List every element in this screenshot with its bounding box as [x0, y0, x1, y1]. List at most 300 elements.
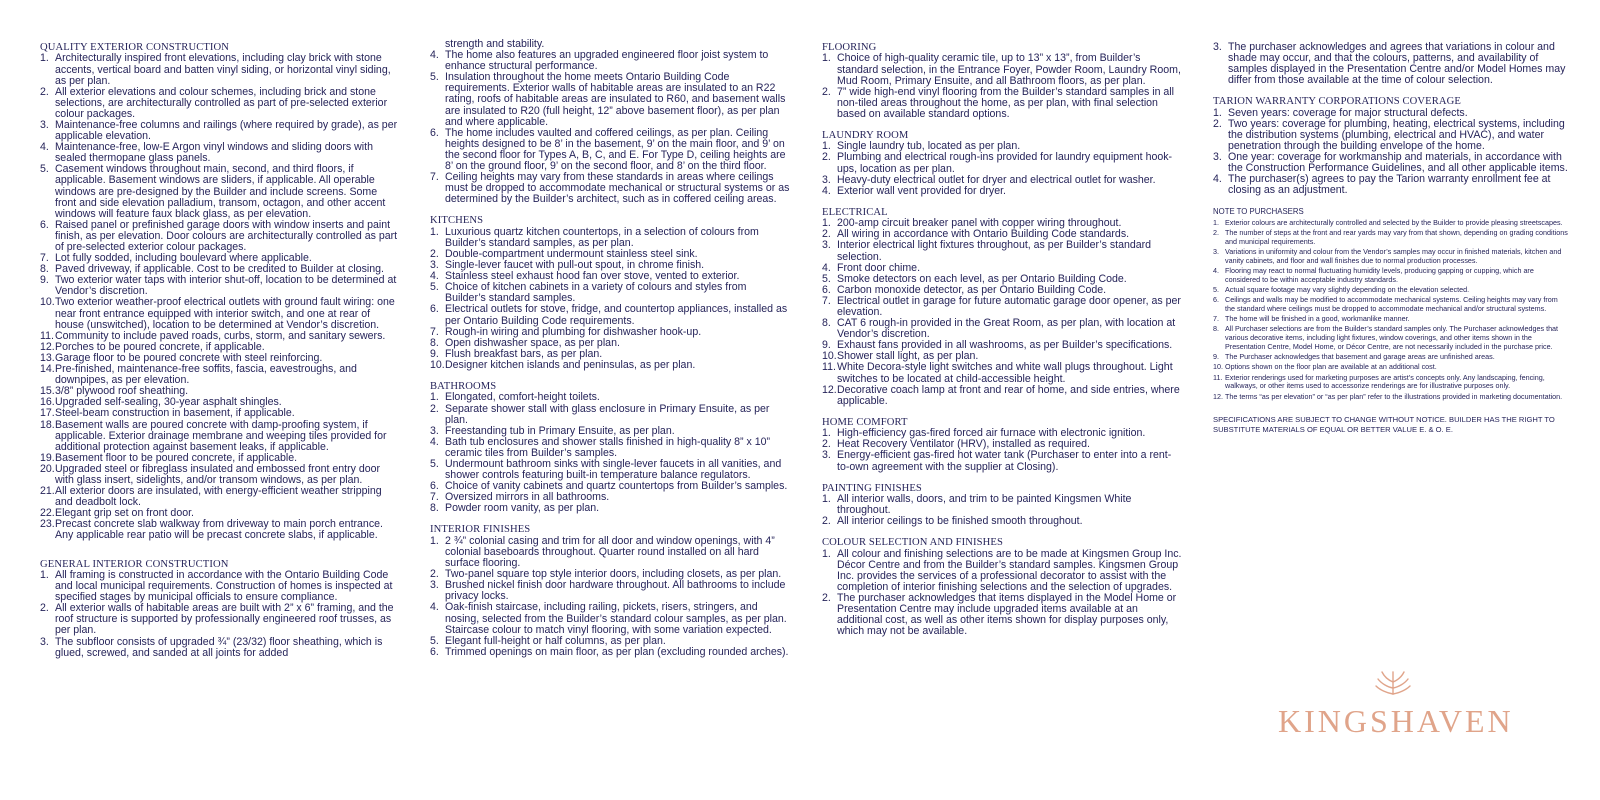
- item-number: 4.: [822, 184, 831, 197]
- list-item: [822, 593, 1182, 637]
- item-number: 9.: [430, 347, 439, 360]
- item-text: Exterior wall vent provided for dryer.: [837, 184, 1006, 197]
- item-number: 1.: [1213, 217, 1219, 227]
- item-text: Freestanding tub in Primary Ensuite, as per plan.: [445, 424, 675, 437]
- item-text: Lot fully sodded, including boulevard where applicable.: [55, 252, 312, 265]
- section-title: QUALITY EXTERIOR CONSTRUCTION: [40, 42, 230, 53]
- column-1: [40, 42, 400, 669]
- item-number: 2.: [430, 402, 439, 415]
- item-number: 5.: [430, 281, 439, 294]
- spec-section: [1213, 96, 1568, 196]
- item-text: All exterior elevations and colour schemes, including brick and stone selections, are architecturally controlled as part of pre-selected exterior colour packages.: [55, 85, 388, 120]
- section-title: LAUNDRY ROOM: [822, 129, 909, 141]
- item-text: Maintenance-free columns and railings (where required by grade), as per applicable elevation.: [55, 118, 398, 143]
- section-list: [822, 549, 1182, 638]
- item-text: 200-amp circuit breaker panel with copper wiring throughout.: [837, 217, 1122, 230]
- item-text: All exterior walls of habitable areas are built with 2” x 6” framing, and the roof structure is supported by professionally engineered roof trusses, as per plan.: [55, 602, 394, 637]
- list-item: [430, 360, 790, 371]
- item-number: 6.: [430, 645, 439, 658]
- list-item: [40, 297, 400, 330]
- item-text: Porches to be poured concrete, if applicable.: [55, 340, 265, 353]
- item-number: 3.: [822, 239, 831, 252]
- item-number: 2.: [40, 85, 49, 98]
- spec-section: [822, 207, 1182, 407]
- item-text: The home will be finished in a good, workmanlike manner.: [1225, 314, 1410, 324]
- item-text: Heat Recovery Ventilator (HRV), installed as required.: [837, 438, 1090, 451]
- item-text: Exhaust fans provided in all washrooms, as per Builder’s specifications.: [837, 339, 1173, 352]
- list-item: [40, 519, 400, 541]
- specifications-disclaimer: SPECIFICATIONS ARE SUBJECT TO CHANGE WITHOUT NOTICE. BUILDER HAS THE RIGHT TO SUBSTITUTE MATERIALS OF EQUAL OR BETTER VALUE E. & O. E.: [1213, 415, 1555, 434]
- item-number: 1.: [430, 391, 439, 404]
- column-3: [822, 42, 1182, 647]
- item-number: 11.: [822, 361, 836, 374]
- item-text: Options shown on the floor plan are available at an additional cost.: [1225, 362, 1437, 372]
- list-item: [1213, 353, 1568, 362]
- item-number: 13.: [40, 351, 55, 364]
- section-title: COLOUR SELECTION AND FINISHES: [822, 537, 1003, 549]
- item-number: 1.: [822, 547, 831, 560]
- item-number: 8.: [40, 263, 49, 276]
- continued-text: strength and stability.: [445, 38, 545, 50]
- item-number: 6.: [40, 218, 49, 231]
- list-item: [430, 50, 790, 72]
- item-number: 2.: [40, 602, 49, 615]
- item-text: All interior walls, doors, and trim to be painted Kingsmen White throughout.: [837, 493, 1132, 517]
- item-number: 8.: [430, 502, 439, 515]
- item-number: 3.: [430, 424, 439, 437]
- item-text: Brushed nickel finish door hardware throughout. All bathrooms to include privacy locks.: [445, 579, 786, 603]
- spec-section: [40, 42, 400, 542]
- item-number: 3.: [822, 173, 831, 186]
- item-number: 22.: [40, 507, 55, 520]
- item-text: All framing is constructed in accordance with the Ontario Building Code and local municipal requirements. Construction of homes is inspected at specified stages by municipal officials to ensure compliance.: [55, 568, 393, 604]
- item-text: Energy-efficient gas-fired hot water tank (Purchaser to enter into a rent-to-own agreement with the supplier at Closing).: [837, 449, 1172, 473]
- item-number: 18.: [40, 418, 55, 431]
- item-number: 8.: [822, 317, 831, 330]
- item-number: 5.: [430, 71, 439, 84]
- item-text: One year: coverage for workmanship and materials, in accordance with the Construction Performance Guidelines, and all other applicable items.: [1228, 151, 1568, 175]
- list-item: [40, 275, 400, 297]
- column-2: [430, 39, 790, 668]
- item-text: The home includes vaulted and coffered ceilings, as per plan. Ceiling heights designed to be 8’ in the basement, 9’ on the main floor, and 9’ on the second floor for Types A, B, C, and E. For Type D, ceiling heights are 8’ on the ground floor, 9’ on the second floor, and 8’ on the third floor.: [445, 126, 786, 173]
- item-text: Open dishwasher space, as per plan.: [445, 336, 620, 349]
- list-item: [1213, 286, 1568, 295]
- list-item: [430, 536, 790, 569]
- item-number: 1.: [822, 217, 831, 230]
- section-title: KITCHENS: [430, 215, 484, 227]
- item-text: Maintenance-free, low-E Argon vinyl windows and sliding doors with sealed thermopane glass panels.: [55, 141, 373, 165]
- item-text: High-efficiency gas-fired forced air furnace with electronic ignition.: [837, 427, 1146, 440]
- item-number: 1.: [822, 52, 831, 65]
- item-number: 7.: [1213, 314, 1219, 324]
- item-number: 2.: [1213, 227, 1219, 237]
- item-number: 11.: [1213, 372, 1223, 382]
- item-text: Paved driveway, if applicable. Cost to be credited to Builder at closing.: [55, 263, 384, 276]
- item-text: All colour and finishing selections are to be made at Kingsmen Group Inc. Décor Centre and from the Builder’s standard samples. Kingsmen Group Inc. provides the services of a professional decorator to assist with the completion of interior finishing selections and the selection of upgrades.: [837, 547, 1182, 593]
- item-number: 2.: [822, 228, 831, 241]
- item-number: 7.: [430, 171, 439, 184]
- item-text: Pre-finished, maintenance-free soffits, fascia, eavestroughs, and downpipes, as per elevation.: [55, 363, 357, 387]
- item-text: Trimmed openings on main floor, as per plan (excluding rounded arches).: [445, 645, 789, 658]
- item-text: All exterior doors are insulated, with energy-efficient weather stripping and deadbolt lock.: [55, 485, 382, 509]
- item-text: Community to include paved roads, curbs, storm, and sanitary sewers.: [55, 329, 386, 342]
- list-item: [822, 53, 1182, 86]
- item-text: Carbon monoxide detector, as per Ontario Building Code.: [837, 283, 1107, 296]
- list-item: [1213, 219, 1568, 228]
- list-item: [40, 142, 400, 164]
- list-item: [40, 87, 400, 120]
- list-item: [430, 437, 790, 459]
- brand-logo: [1278, 670, 1514, 740]
- item-number: 10.: [822, 350, 837, 363]
- item-text: Elongated, comfort-height toilets.: [445, 391, 600, 404]
- spec-section: [430, 381, 790, 514]
- list-item: [430, 580, 790, 602]
- item-number: 4.: [430, 49, 439, 62]
- item-number: 4.: [822, 261, 831, 274]
- list-item: [1213, 267, 1568, 284]
- section-title: BATHROOMS: [430, 381, 497, 393]
- item-text: Seven years: coverage for major structural defects.: [1228, 106, 1468, 119]
- list-item: [822, 450, 1182, 472]
- list-item: [822, 362, 1182, 384]
- item-number: 10.: [430, 358, 445, 371]
- item-number: 3.: [430, 259, 439, 272]
- list-item: [822, 494, 1182, 516]
- item-text: Basement floor to be poured concrete, if applicable.: [55, 451, 298, 464]
- item-text: The subfloor consists of upgraded ¾” (23/32) floor sheathing, which is glued, screwed, and sanded at all joints for added: [55, 635, 383, 659]
- item-text: Interior electrical light fixtures throughout, as per Builder’s standard selection.: [837, 239, 1152, 263]
- item-number: 5.: [430, 634, 439, 647]
- item-number: 3.: [1213, 151, 1222, 164]
- item-text: Flush breakfast bars, as per plan.: [445, 347, 603, 360]
- section-list: [822, 141, 1182, 196]
- section-list: [40, 53, 400, 541]
- item-number: 1.: [40, 568, 49, 581]
- item-number: 3.: [40, 118, 49, 131]
- spec-section: [822, 537, 1182, 637]
- section-list: [1213, 108, 1568, 197]
- item-number: 4.: [1213, 173, 1222, 186]
- list-item: [1213, 393, 1568, 402]
- list-item: [1213, 42, 1568, 86]
- item-text: Variations in uniformity and colour from the Vendor’s samples may occur in finished materials, kitchen and vanity cabinets, and floor and wall finishes due to normal production processes.: [1225, 246, 1562, 265]
- list-item: [430, 304, 790, 326]
- item-text: Two-panel square top style interior doors, including closets, as per plan.: [445, 568, 782, 581]
- item-number: 1.: [822, 140, 831, 153]
- item-number: 7.: [430, 325, 439, 338]
- item-number: 12.: [1213, 391, 1223, 401]
- item-text: Choice of high-quality ceramic tile, up to 13” x 13”, from Builder’s standard selection, in the Entrance Foyer, Powder Room, Laundry Room, Mud Room, Primary Ensuite, and all Bathroom floors, as per plan.: [837, 52, 1181, 87]
- spec-section: [822, 130, 1182, 197]
- notes-title: NOTE TO PURCHASERS: [1213, 206, 1304, 216]
- item-text: Upgraded self-sealing, 30-year asphalt shingles.: [55, 396, 282, 409]
- item-text: Choice of vanity cabinets and quartz countertops from Builder’s samples.: [445, 480, 788, 493]
- item-number: 1.: [1213, 106, 1222, 119]
- item-text: Upgraded steel or fibreglass insulated and embossed front entry door with glass insert, sidelights, and/or transom windows, as per plan.: [55, 462, 381, 486]
- spec-section: [40, 559, 400, 659]
- item-number: 8.: [430, 336, 439, 349]
- column-4: [1213, 42, 1568, 434]
- item-text: Ceiling heights may vary from these standards in areas where ceilings must be dropped to accommodate mechanical or structural systems or as determined by the Builder’s architect, such as in coffered ceiling areas.: [445, 171, 790, 206]
- item-text: Rough-in wiring and plumbing for dishwasher hook-up.: [445, 325, 702, 338]
- list-item: [430, 128, 790, 172]
- section-list: [822, 53, 1182, 120]
- item-number: 5.: [1213, 284, 1219, 294]
- item-text: Undermount bathroom sinks with single-lever faucets in all vanities, and shower controls featuring built-in temperature balance regulators.: [445, 458, 782, 482]
- section-list: [822, 218, 1182, 407]
- list-item: [822, 318, 1182, 340]
- section-list: [430, 227, 790, 371]
- item-text: Basement walls are poured concrete with damp-proofing system, if applicable. Exterior drainage membrane and weeping tiles provided for additional protection against basement leaks, if applicable.: [55, 418, 387, 453]
- item-text: Separate shower stall with glass enclosure in Primary Ensuite, as per plan.: [445, 402, 770, 426]
- item-text: Single laundry tub, located as per plan.: [837, 140, 1021, 153]
- list-item: [430, 282, 790, 304]
- item-text: Elegant full-height or half columns, as per plan.: [445, 634, 666, 647]
- section-title: TARION WARRANTY CORPORATIONS COVERAGE: [1213, 96, 1461, 108]
- list-item: [1213, 374, 1568, 391]
- item-text: All wiring in accordance with Ontario Building Code standards.: [837, 228, 1130, 241]
- item-number: 2.: [822, 438, 831, 451]
- item-text: Architecturally inspired front elevations, including clay brick with stone accents, vertical board and batten vinyl siding, or horizontal vinyl siding, as per plan.: [55, 52, 391, 87]
- list-item: [1213, 296, 1568, 313]
- item-text: Stainless steel exhaust hood fan over stove, vented to exterior.: [445, 270, 740, 283]
- section-title: ELECTRICAL: [822, 206, 888, 218]
- item-text: The purchaser acknowledges and agrees that variations in colour and shade may occur, and that the colours, patterns, and availability of samples displayed in the Presentation Centre and/or Model Homes may differ from those available at the time of colour selection.: [1228, 41, 1566, 87]
- item-text: Shower stall light, as per plan.: [837, 350, 979, 363]
- item-text: Two exterior weather-proof electrical outlets with ground fault wiring: one near front entrance equipped with interior switch, and one at rear of house (unswitched), location to be determined at Vendor’s discretion.: [55, 296, 395, 331]
- list-item: [1213, 248, 1568, 265]
- list-item: [430, 227, 790, 249]
- item-text: Two exterior water taps with interior shut-off, location to be determined at Vendor’s discretion.: [55, 274, 397, 298]
- item-text: Powder room vanity, as per plan.: [445, 502, 600, 515]
- item-text: Oak-finish staircase, including railing, pickets, risers, stringers, and nosing, selected from the Builder’s standard colour samples, as per plan. Staircase colour to match vinyl flooring, with some variation expected.: [445, 601, 787, 636]
- item-number: 6.: [430, 126, 439, 139]
- section-title: FLOORING: [822, 42, 877, 53]
- list-item: [430, 459, 790, 481]
- list-item: [1213, 119, 1568, 152]
- item-number: 21.: [40, 485, 55, 498]
- item-number: 2.: [430, 248, 439, 260]
- item-number: 17.: [40, 407, 55, 420]
- list-item: [822, 87, 1182, 120]
- item-number: 3.: [1213, 41, 1222, 53]
- list-item: [822, 152, 1182, 174]
- item-number: 10.: [1213, 362, 1223, 372]
- list-item: [822, 549, 1182, 593]
- continued-list: [1213, 42, 1568, 86]
- wheat-sprig-icon: [1373, 670, 1413, 696]
- item-text: Single-lever faucet with pull-out spout, in chrome finish.: [445, 259, 705, 272]
- list-item: [1213, 229, 1568, 246]
- item-text: The purchaser(s) agrees to pay the Tarion warranty enrollment fee at closing as an adjustment.: [1228, 173, 1551, 197]
- item-number: 7.: [430, 491, 439, 504]
- section-list: [822, 494, 1182, 527]
- list-item: [430, 647, 790, 658]
- item-text: The Purchaser acknowledges that basement and garage areas are unfinished areas.: [1225, 352, 1495, 362]
- item-text: Decorative coach lamp at front and rear of home, and side entries, where applicable.: [837, 383, 1180, 407]
- item-number: 4.: [430, 270, 439, 283]
- list-item: [1213, 152, 1568, 174]
- item-text: 2 ¾” colonial casing and trim for all door and window openings, with 4” colonial baseboards throughout. Quarter round installed on all hard surface flooring.: [445, 534, 775, 570]
- item-text: CAT 6 rough-in provided in the Great Room, as per plan, with location at Vendor’s discretion.: [837, 317, 1176, 341]
- item-number: 6.: [430, 303, 439, 316]
- list-item: [822, 385, 1182, 407]
- item-number: 9.: [1213, 352, 1219, 362]
- item-number: 10.: [40, 296, 55, 309]
- spec-section: [430, 524, 790, 657]
- item-number: 7.: [40, 252, 49, 265]
- item-number: 1.: [430, 534, 439, 547]
- section-list: [822, 428, 1182, 472]
- item-number: 3.: [1213, 246, 1219, 256]
- item-number: 2.: [1213, 117, 1222, 130]
- item-number: 4.: [430, 601, 439, 614]
- item-number: 4.: [1213, 265, 1219, 275]
- list-item: [430, 404, 790, 426]
- spec-section: [822, 483, 1182, 528]
- item-text: Insulation throughout the home meets Ontario Building Code requirements. Exterior walls of habitable areas are insulated to an R22 rating, roofs of habitable areas are insulated to R60, and basement walls are insulated to R20 (full height, 12” above basement floor), as per plan and where applicable.: [445, 71, 786, 128]
- list-item: [822, 516, 1182, 527]
- item-text: All interior ceilings to be finished smooth throughout.: [837, 515, 1083, 528]
- item-number: 8.: [1213, 324, 1219, 334]
- list-item: [430, 602, 790, 635]
- item-text: Bath tub enclosures and shower stalls finished in high-quality 8” x 10” ceramic tiles from Builder’s samples.: [445, 435, 771, 459]
- item-number: 3.: [430, 579, 439, 592]
- spec-section: [822, 417, 1182, 473]
- item-text: The purchaser acknowledges that items displayed in the Model Home or Presentation Centre may include upgraded items available at an additional cost, as well as other items shown for display purposes only, which may not be available.: [837, 592, 1177, 638]
- section-list: [430, 392, 790, 514]
- item-text: The home also features an upgraded engineered floor joist system to enhance structural performance.: [445, 49, 769, 73]
- section-title: INTERIOR FINISHES: [430, 524, 531, 536]
- section-title: GENERAL INTERIOR CONSTRUCTION: [40, 558, 229, 570]
- item-number: 2.: [822, 515, 831, 528]
- column-4-sections: [1213, 42, 1568, 197]
- item-text: Smoke detectors on each level, as per Ontario Building Code.: [837, 272, 1127, 285]
- list-item: [40, 120, 400, 142]
- item-text: Designer kitchen islands and peninsulas, as per plan.: [445, 358, 696, 371]
- item-text: Heavy-duty electrical outlet for dryer and electrical outlet for washer.: [837, 173, 1156, 186]
- brand-wordmark: KINGSHAVEN: [1278, 703, 1514, 739]
- item-text: Exterior colours are architecturally controlled and selected by the Builder to provide pleasing streetscapes.: [1225, 217, 1563, 227]
- item-number: 12.: [40, 340, 55, 353]
- item-text: Elegant grip set on front door.: [55, 507, 194, 520]
- item-number: 9.: [822, 339, 831, 352]
- item-text: Casement windows throughout main, second, and third floors, if applicable. Basement windows are sliders, if applicable. All operable windows are pre-designed by the Builder and include screens. Some front and side elevation palladium, transom, octagon, and other accent windows will feature faux black glass, as per elevation.: [55, 163, 386, 220]
- item-text: Choice of kitchen cabinets in a variety of colours and styles from Builder’s standard samples.: [445, 281, 747, 305]
- item-number: 6.: [430, 480, 439, 493]
- item-text: Flooring may react to normal fluctuating humidity levels, producing gapping or cupping, which are considered to be within acceptable industry standards.: [1225, 265, 1534, 284]
- list-item: [40, 464, 400, 486]
- item-number: 7.: [822, 294, 831, 307]
- list-item: [1213, 315, 1568, 324]
- list-item: [430, 503, 790, 514]
- item-text: Double-compartment undermount stainless steel sink.: [445, 248, 698, 260]
- list-item: [822, 296, 1182, 318]
- item-number: 2.: [822, 592, 831, 605]
- list-item: [1213, 363, 1568, 372]
- item-number: 2.: [822, 85, 831, 98]
- item-number: 19.: [40, 451, 55, 464]
- item-text: Actual square footage may vary slightly depending on the elevation selected.: [1225, 284, 1470, 294]
- item-number: 6.: [822, 283, 831, 296]
- spec-section: [822, 42, 1182, 120]
- item-text: The number of steps at the front and rear yards may vary from that shown, depending on grading conditions and municipal requirements.: [1225, 227, 1568, 246]
- item-text: 7” wide high-end vinyl flooring from the Builder’s standard samples in all non-tiled areas throughout the home, as per plan, with final selection based on available standard options.: [837, 85, 1175, 120]
- item-text: Plumbing and electrical rough-ins provided for laundry equipment hook-ups, location as per plan.: [837, 151, 1173, 175]
- item-number: 11.: [40, 329, 54, 342]
- item-number: 1.: [40, 52, 49, 65]
- item-number: 4.: [40, 141, 49, 154]
- list-item: [40, 364, 400, 386]
- item-text: Precast concrete slab walkway from driveway to main porch entrance. Any applicable rear patio will be precast concrete slabs, if applicable.: [55, 518, 383, 542]
- list-item: [1213, 325, 1568, 351]
- item-text: Two years: coverage for plumbing, heating, electrical systems, including the distribution systems (plumbing, electrical and HVAC), and water penetration through the building envelope of the home.: [1228, 117, 1565, 153]
- item-text: Front door chime.: [837, 261, 921, 274]
- item-number: 9.: [40, 274, 49, 287]
- list-item: [40, 420, 400, 453]
- item-text: Garage floor to be poured concrete with steel reinforcing.: [55, 351, 323, 364]
- item-text: Raised panel or prefinished garage doors with window inserts and paint finish, as per elevation. Door colours are architecturally controlled as part of pre-selected exterior colour packages.: [55, 218, 398, 253]
- item-text: Electrical outlets for stove, fridge, and countertop appliances, installed as per Ontario Building Code requirements.: [445, 303, 788, 327]
- item-number: 23.: [40, 518, 55, 531]
- item-number: 5.: [40, 163, 49, 176]
- item-number: 6.: [1213, 295, 1219, 305]
- continued-list: [430, 50, 790, 205]
- item-number: 2.: [822, 151, 831, 164]
- item-text: White Decora-style light switches and white wall plugs throughout. Light switches to be located at child-accessible height.: [837, 361, 1173, 385]
- item-text: The terms “as per elevation” or “as per plan” refer to the illustrations provided in marketing documentation.: [1225, 391, 1563, 401]
- item-text: Exterior renderings used for marketing purposes are artist’s concepts only. Any landscaping, fencing, walkways, or other items used to accessorize renderings are for illustrative purposes only.: [1225, 372, 1545, 391]
- item-text: Steel-beam construction in basement, if applicable.: [55, 407, 295, 420]
- list-item: [430, 72, 790, 127]
- notes-list: [1213, 219, 1568, 402]
- item-number: 2.: [430, 568, 439, 581]
- item-number: 3.: [40, 635, 49, 648]
- item-number: 16.: [40, 396, 55, 409]
- list-item: [822, 240, 1182, 262]
- section-title: HOME COMFORT: [822, 416, 908, 428]
- list-item: [430, 172, 790, 205]
- item-text: Ceilings and walls may be modified to accommodate mechanical systems. Ceiling heights may vary from the standard where ceilings must be dropped to accommodate mechanical and/or structural systems.: [1225, 295, 1558, 313]
- list-item: [40, 220, 400, 253]
- list-item: [1213, 174, 1568, 196]
- list-item: [40, 603, 400, 636]
- item-text: Electrical outlet in garage for future automatic garage door opener, as per elevation.: [837, 294, 1181, 318]
- item-number: 4.: [430, 435, 439, 448]
- item-text: Luxurious quartz kitchen countertops, in a selection of colours from Builder’s standard samples, as per plan.: [445, 225, 759, 249]
- item-number: 1.: [822, 427, 831, 440]
- section-list: [430, 536, 790, 658]
- item-number: 14.: [40, 363, 55, 376]
- list-item: [40, 637, 400, 659]
- item-text: 3/8” plywood roof sheathing.: [55, 385, 189, 398]
- item-number: 12.: [822, 383, 837, 396]
- item-text: Oversized mirrors in all bathrooms.: [445, 491, 610, 504]
- item-number: 15.: [40, 385, 55, 398]
- item-number: 1.: [822, 493, 831, 506]
- list-item: [40, 486, 400, 508]
- item-number: 5.: [430, 458, 439, 470]
- section-list: [40, 570, 400, 659]
- list-item: [40, 570, 400, 603]
- item-number: 5.: [822, 272, 831, 285]
- spec-section: [430, 215, 790, 371]
- item-text: All Purchaser selections are from the Builder’s standard samples only. The Purchaser acknowledges that various decorative items, including light fixtures, window coverings, and other items shown in the Presentation Centre, Model Home, or Décor Centre, are not necessarily included in the purchase price.: [1225, 324, 1559, 351]
- item-number: 3.: [822, 449, 831, 462]
- section-title: PAINTING FINISHES: [822, 482, 922, 494]
- item-number: 20.: [40, 462, 55, 475]
